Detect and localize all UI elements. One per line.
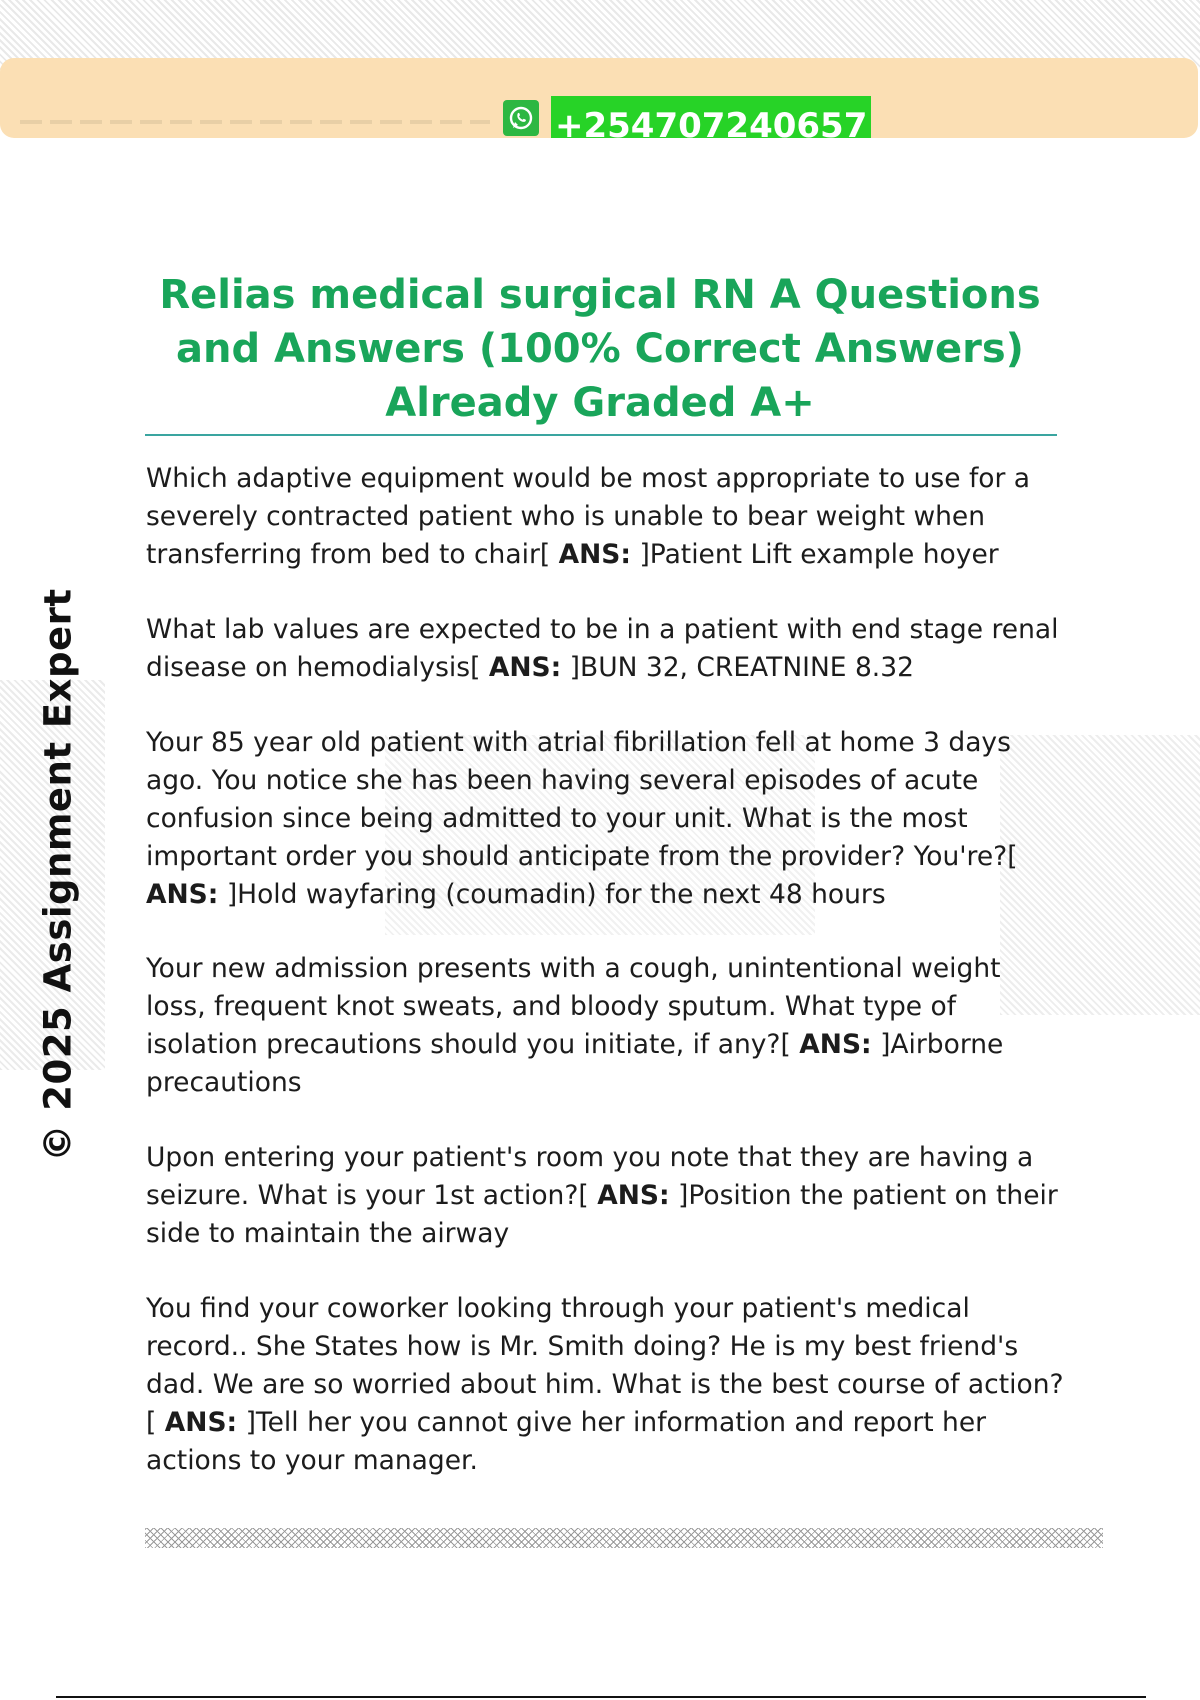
document-title: Relias medical surgical RN A Questions and Answers (100% Correct Answers) Already Graded A+ — [159, 272, 1041, 426]
qa-item-1 — [146, 460, 1066, 574]
answer-label: ANS: — [558, 539, 631, 570]
copyright-watermark: © 2025 Assignment Expert — [36, 588, 80, 1162]
contact-banner — [0, 58, 1198, 138]
footer-rule — [56, 1696, 1146, 1698]
question-text: You find your coworker looking through your patient's medical record.. She States how is Mr. Smith doing? He is my best friend's dad. We are so worried about him. What is the best course of action?[ — [146, 1293, 1064, 1438]
answer-label: ANS: — [799, 1029, 872, 1060]
question-text: What lab values are expected to be in a patient with end stage renal disease on hemodialysis[ — [146, 614, 1059, 683]
answer-label: ANS: — [146, 879, 219, 910]
qa-item-4 — [146, 950, 1066, 1102]
qa-item-6 — [146, 1290, 1066, 1480]
answer-label: ANS: — [164, 1407, 238, 1438]
banner-faint-text — [20, 120, 490, 124]
answer-text: ]Patient Lift example hoyer — [639, 539, 999, 570]
question-text: Your 85 year old patient with atrial fibrillation fell at home 3 days ago. You notice she has been having several episodes of acute confusion since being admitted to your unit. What is the most important order you should anticipate from the provider? You're?[ — [146, 727, 1018, 872]
answer-text: ]Hold wayfaring (coumadin) for the next 48 hours — [226, 879, 886, 910]
bottom-hatch-divider — [145, 1528, 1103, 1548]
answer-label: ANS: — [597, 1180, 670, 1211]
answer-label: ANS: — [488, 652, 562, 683]
whatsapp-icon[interactable] — [503, 100, 539, 136]
answer-text: ]Airborne precautions — [146, 1029, 1004, 1098]
answer-text: ]Position the patient on their side to maintain the airway — [146, 1180, 1058, 1249]
question-text: Upon entering your patient's room you note that they are having a seizure. What is your 1st action?[ — [146, 1142, 1034, 1211]
title-divider — [145, 434, 1057, 436]
question-text: Which adaptive equipment would be most appropriate to use for a severely contracted patient who is unable to bear weight when transferring from bed to chair[ — [146, 463, 1031, 570]
phone-number[interactable]: +254707240657 — [551, 96, 871, 138]
qa-item-3 — [146, 724, 1066, 914]
qa-item-2 — [146, 611, 1066, 687]
qa-item-5 — [146, 1139, 1066, 1253]
question-text: Your new admission presents with a cough, unintentional weight loss, frequent knot sweats, and bloody sputum. What type of isolation precautions should you initiate, if any?[ — [146, 953, 1001, 1060]
answer-text: ]BUN 32, CREATNINE 8.32 — [569, 652, 914, 683]
answer-text: ]Tell her you cannot give her information and report her actions to your manager. — [146, 1407, 987, 1476]
